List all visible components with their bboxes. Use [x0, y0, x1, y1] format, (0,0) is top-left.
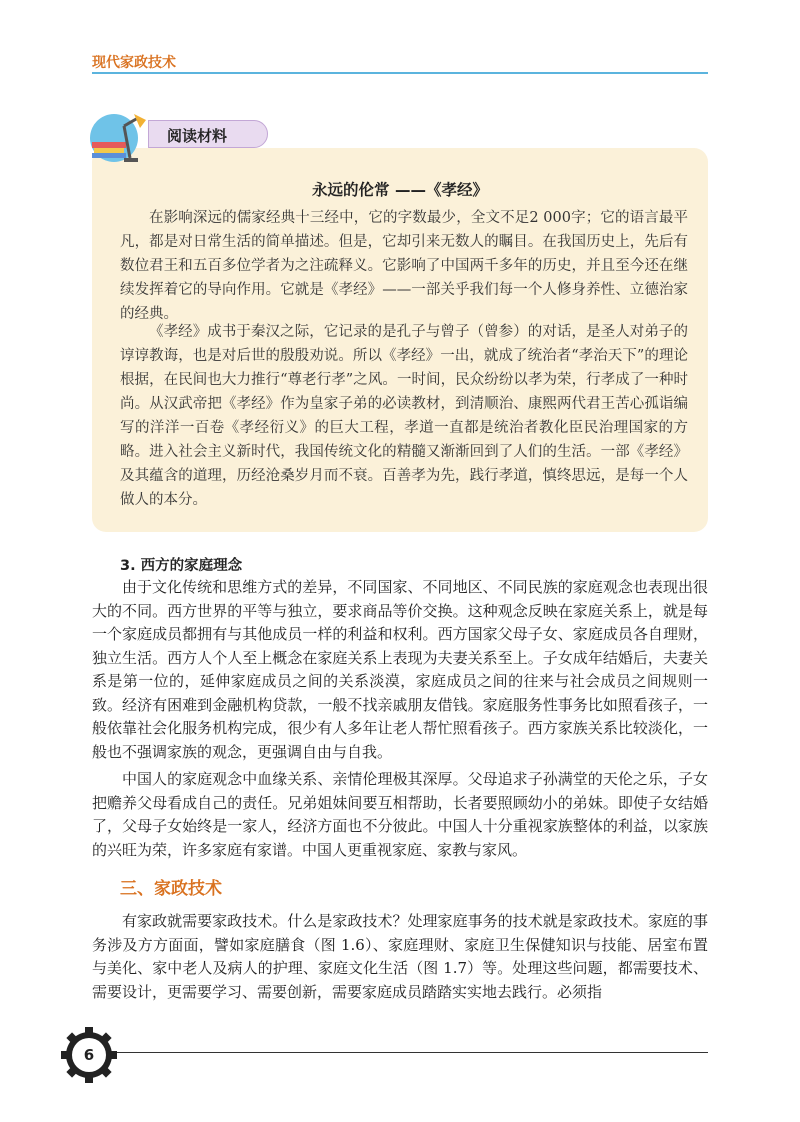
page-number: 6 — [83, 1046, 95, 1064]
body-paragraph: 由于文化传统和思维方式的差异，不同国家、不同地区、不同民族的家庭观念也表现出很大的不同。西方世界的平等与独立，要求商品等价交换。这种观念反映在家庭关系上，就是每一个家庭成员都拥有与其他成员一样的利益和权利。西方国家父母子女、家庭成员各自理财，独立生活。西方人个人至上概念在家庭关系上表现为夫妻关系至上。子女成年结婚后，夫妻关系是第一位的，延伸家庭成员之间的关系淡漠，家庭成员之间的往来与社会成员之间规则一致。经济有困难到金融机构贷款，一般不找亲戚朋友借钱。家庭服务性事务比如照看孩子，一般依靠社会化服务机构完成，很少有人多年让老人帮忙照看孩子。西方家族关系比较淡化，一般也不强调家族的观念，更强调自由与自我。 — [92, 578, 708, 761]
body-paragraph: 有家政就需要家政技术。什么是家政技术？处理家庭事务的技术就是家政技术。家庭的事务涉及方方面面，譬如家庭膳食（图 1.6）、家庭理财、家庭卫生保健知识与技能、居室布置与美化、家中老人及病人的护理、家庭文化生活（图 1.7）等。处理这些问题，都需要技术、需要设计，更需要学习、需要创新，需要家庭成员踏踏实实地去践行。必须指 — [92, 912, 708, 1001]
reading-material-label: 阅读材料 — [167, 127, 228, 145]
footer-rule — [110, 1052, 708, 1053]
section-heading: 3. 西方的家庭理念 — [120, 558, 243, 574]
header-rule — [92, 72, 708, 74]
reading-paragraph: 在影响深远的儒家经典十三经中，它的字数最少，全文不足2 000字；它的语言最平凡，都是对日常生活的简单描述。但是，它却引来无数人的瞩目。在我国历史上，先后有数位君王和五百多位学者为之注疏释义。它影响了中国两千多年的历史，并且至今还在继续发挥着它的导向作用。它就是《孝经》——一部关乎我们每一个人修身养性、立德治家的经典。 — [120, 210, 688, 322]
reading-title: 永远的伦常 ——《孝经》 — [312, 181, 488, 199]
chapter-section-heading: 三、家政技术 — [120, 879, 222, 899]
reading-paragraph: 《孝经》成书于秦汉之际，它记录的是孔子与曾子（曾参）的对话，是圣人对弟子的谆谆教诲，也是对后世的殷殷劝说。所以《孝经》一出，就成了统治者“孝治天下”的理论根据，在民间也大力推行“尊老行孝”之风。一时间，民众纷纷以孝为荣，行孝成了一种时尚。从汉武帝把《孝经》作为皇家子弟的必读教材，到清顺治、康熙两代君王苦心孤诣编写的洋洋一百卷《孝经衍义》的巨大工程，孝道一直都是统治者教化臣民治理国家的方略。进入社会主义新时代，我国传统文化的精髓又渐渐回到了人们的生活。一部《孝经》及其蕴含的道理，历经沧桑岁月而不衰。百善孝为先，践行孝道，慎终思远，是每一个人做人的本分。 — [120, 324, 688, 508]
reading-material-tab — [148, 120, 268, 148]
body-paragraph: 中国人的家庭观念中血缘关系、亲情伦理极其深厚。父母追求子孙满堂的天伦之乐，子女把赡养父母看成自己的责任。兄弟姐妹间要互相帮助，长者要照顾幼小的弟妹。即使子女结婚了，父母子女始终是一家人，经济方面也不分彼此。中国人十分重视家族整体的利益，以家族的兴旺为荣，许多家庭有家谱。中国人更重视家庭、家教与家风。 — [92, 770, 708, 859]
desk-lamp-books-icon — [84, 108, 156, 164]
running-header: 现代家政技术 — [92, 55, 176, 71]
